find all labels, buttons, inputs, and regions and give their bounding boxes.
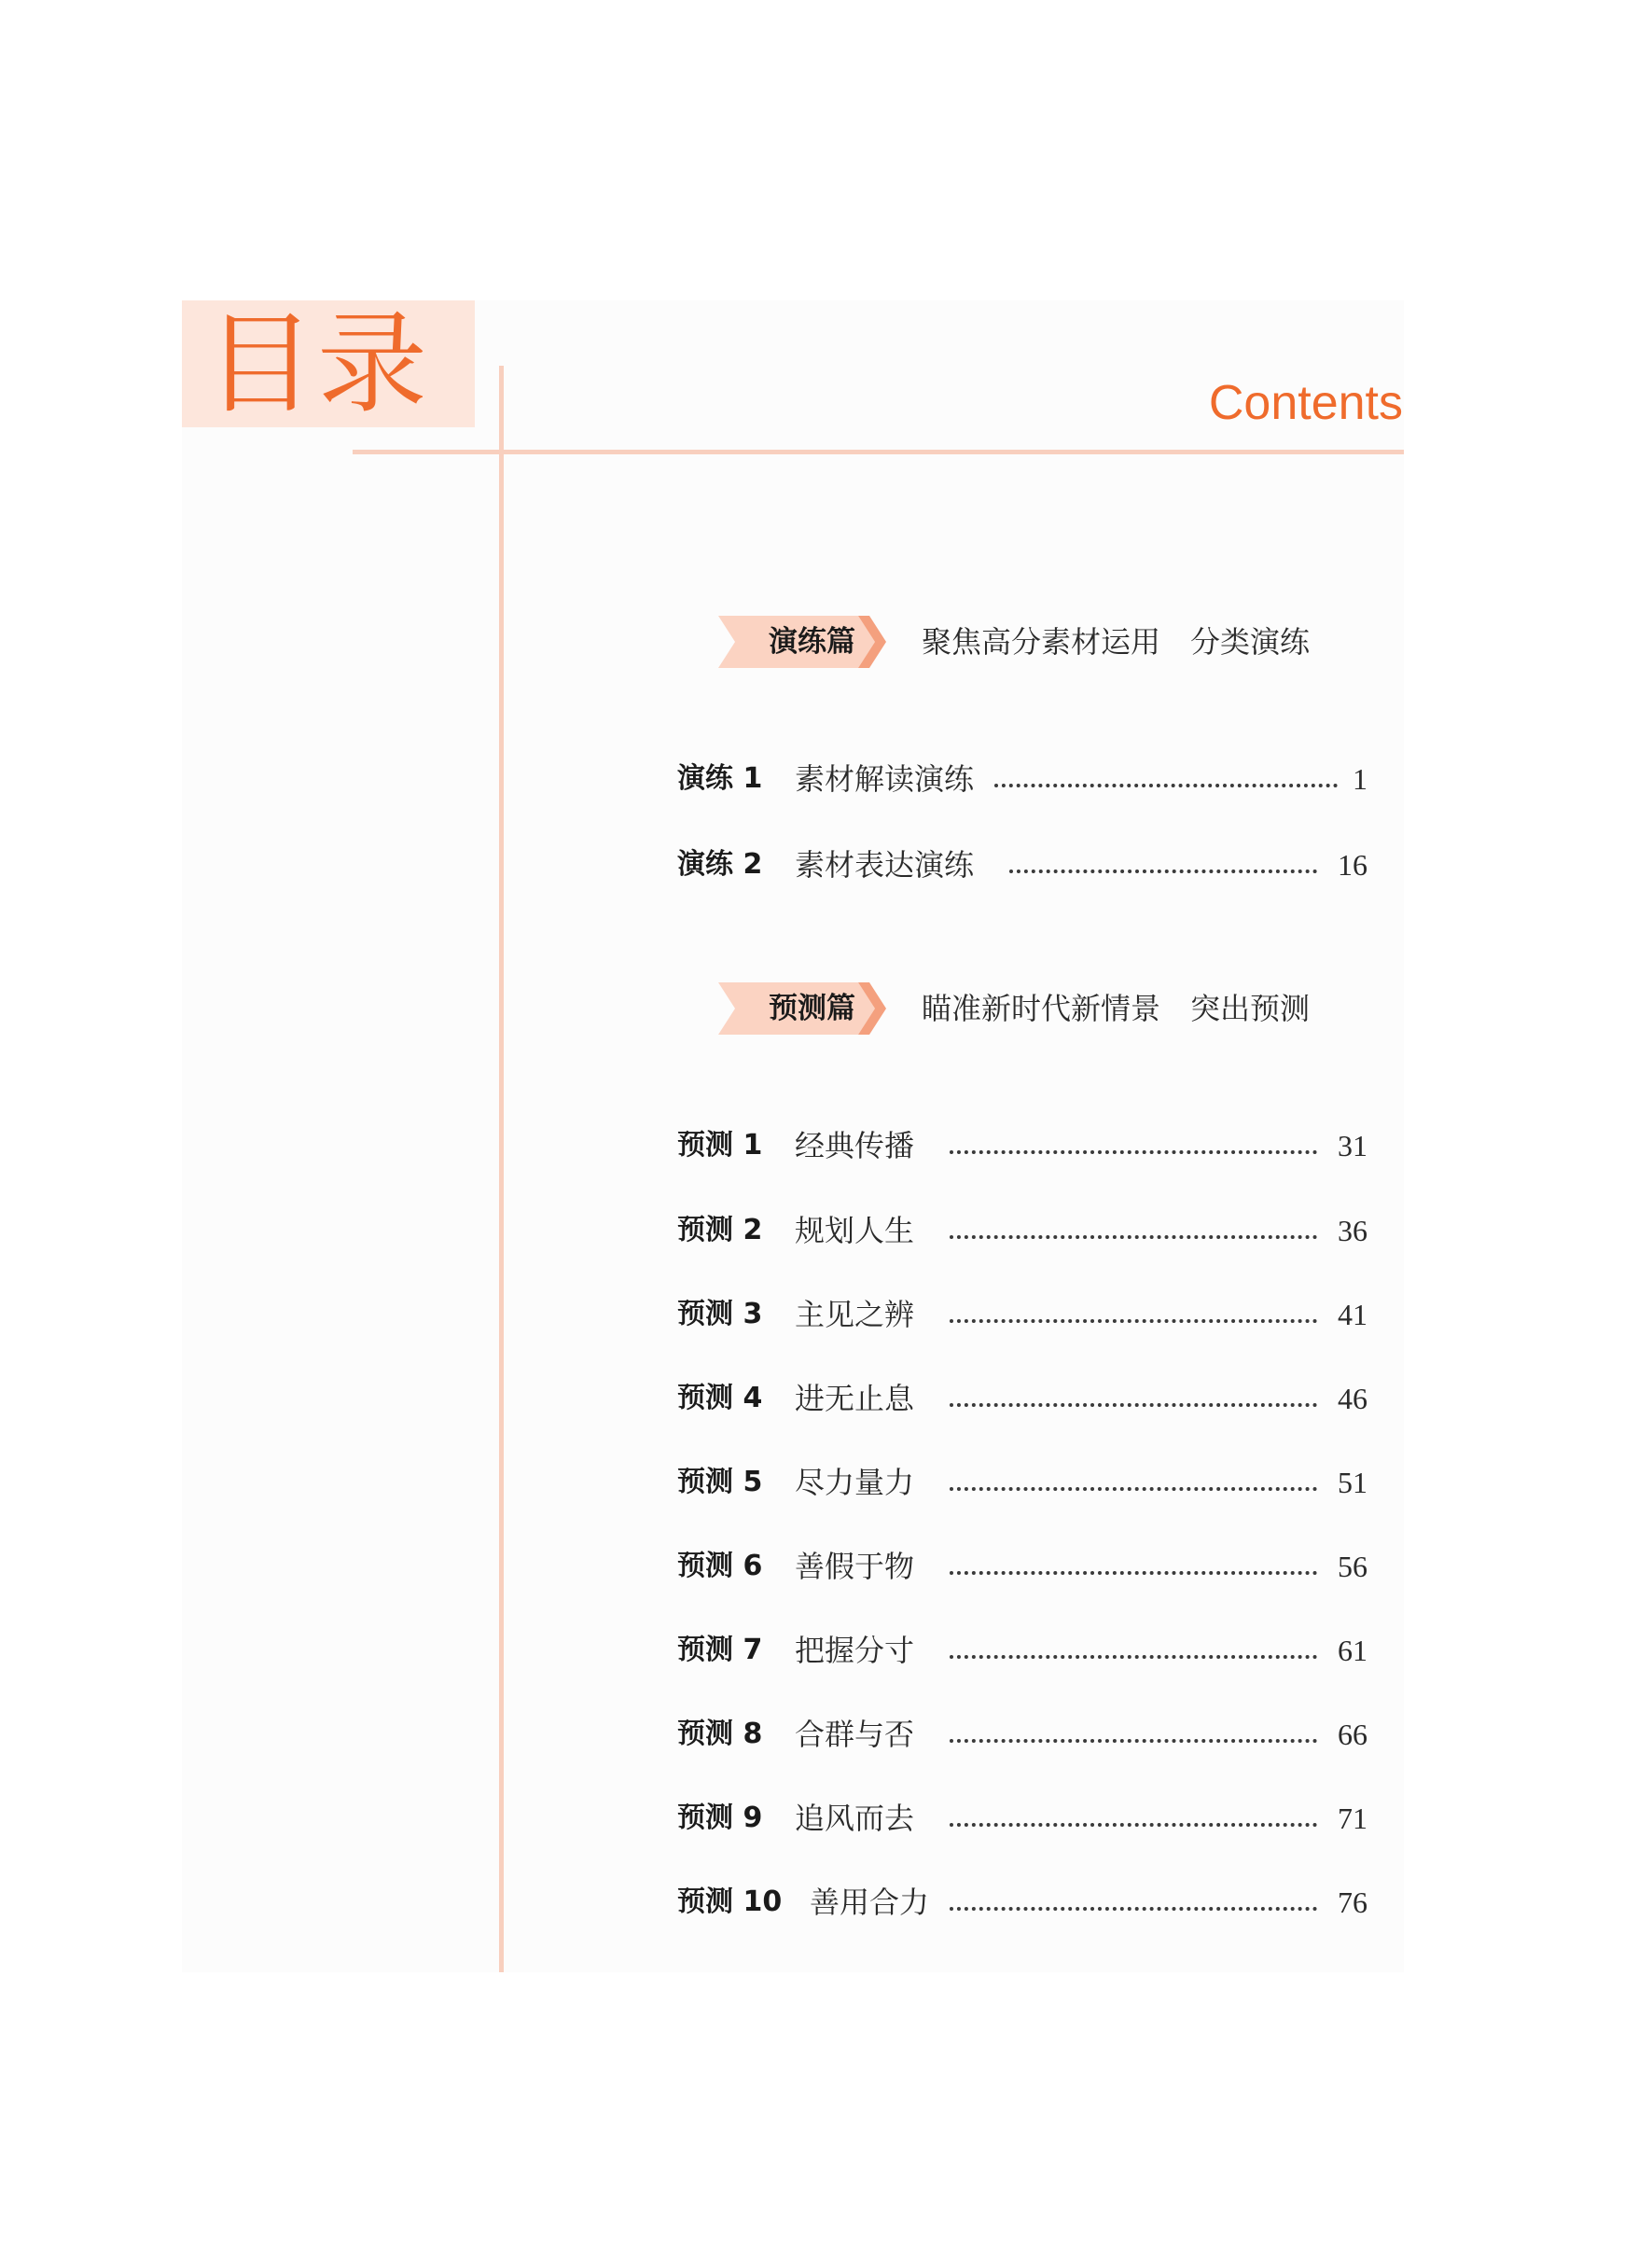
section-description: 聚焦高分素材运用 分类演练 bbox=[922, 624, 1311, 660]
section-practice bbox=[718, 616, 1409, 672]
toc-entry-title: 合群与否 bbox=[795, 1717, 915, 1752]
dot-leader bbox=[950, 1319, 1317, 1323]
toc-entry-label: 预测 2 bbox=[677, 1214, 763, 1246]
section-badge-label: 演练篇 bbox=[769, 625, 855, 659]
vertical-divider bbox=[499, 366, 504, 1972]
toc-entry[interactable] bbox=[677, 1711, 1367, 1758]
toc-entry-label: 预测 7 bbox=[677, 1634, 763, 1666]
toc-entry-page: 76 bbox=[1338, 1885, 1367, 1919]
toc-entry[interactable] bbox=[677, 1291, 1367, 1338]
toc-entry-title: 规划人生 bbox=[795, 1213, 915, 1248]
toc-entry-title: 善用合力 bbox=[810, 1885, 930, 1920]
toc-entry[interactable] bbox=[677, 1627, 1367, 1674]
toc-entry-title: 尽力量力 bbox=[795, 1465, 915, 1500]
toc-entry-label: 预测 1 bbox=[677, 1129, 763, 1162]
dot-leader bbox=[950, 1823, 1317, 1827]
dot-leader bbox=[994, 784, 1338, 787]
toc-entry-page: 56 bbox=[1338, 1550, 1367, 1583]
toc-entry-title: 追风而去 bbox=[795, 1801, 915, 1836]
page-title-english: Contents bbox=[1208, 376, 1403, 430]
toc-entry-page: 71 bbox=[1338, 1802, 1367, 1835]
dot-leader bbox=[950, 1571, 1317, 1575]
dot-leader bbox=[950, 1235, 1317, 1239]
toc-entry-title: 素材表达演练 bbox=[795, 847, 975, 883]
toc-entry-page: 16 bbox=[1338, 848, 1367, 882]
toc-entry-page: 51 bbox=[1338, 1466, 1367, 1499]
toc-entry-title: 素材解读演练 bbox=[795, 761, 975, 797]
toc-entry[interactable] bbox=[677, 1543, 1367, 1590]
toc-entry[interactable] bbox=[677, 1122, 1367, 1169]
toc-entry-label: 预测 8 bbox=[677, 1718, 763, 1750]
dot-leader bbox=[950, 1739, 1317, 1743]
section-description: 瞄准新时代新情景 突出预测 bbox=[922, 991, 1311, 1026]
section-badge bbox=[718, 982, 888, 1035]
dot-leader bbox=[950, 1403, 1317, 1407]
toc-entry-page: 61 bbox=[1338, 1634, 1367, 1667]
section-badge bbox=[718, 616, 888, 668]
toc-entry-page: 66 bbox=[1338, 1718, 1367, 1751]
toc-entry[interactable] bbox=[677, 1879, 1367, 1926]
toc-entry-title: 经典传播 bbox=[795, 1128, 915, 1163]
page-title: 目录 bbox=[205, 299, 430, 428]
toc-entry-label: 预测 3 bbox=[677, 1298, 763, 1330]
toc-entry-page: 41 bbox=[1338, 1298, 1367, 1331]
toc-entry-page: 36 bbox=[1338, 1214, 1367, 1247]
horizontal-divider bbox=[353, 450, 1404, 454]
toc-entry-label: 演练 1 bbox=[677, 762, 763, 795]
toc-entry-page: 46 bbox=[1338, 1382, 1367, 1415]
toc-entry-label: 预测 10 bbox=[677, 1885, 783, 1918]
toc-entry-label: 预测 6 bbox=[677, 1550, 763, 1582]
toc-entry[interactable] bbox=[677, 756, 1367, 802]
toc-entry[interactable] bbox=[677, 1459, 1367, 1506]
toc-entry[interactable] bbox=[677, 1375, 1367, 1422]
toc-entry-label: 预测 4 bbox=[677, 1382, 763, 1414]
toc-entry-title: 善假于物 bbox=[795, 1549, 915, 1584]
toc-entry-title: 主见之辨 bbox=[795, 1297, 915, 1332]
toc-entry-page: 31 bbox=[1338, 1129, 1367, 1162]
toc-entry[interactable] bbox=[677, 1795, 1367, 1842]
toc-entry-title: 进无止息 bbox=[795, 1381, 915, 1416]
toc-entry[interactable] bbox=[677, 842, 1367, 888]
section-badge-label: 预测篇 bbox=[769, 992, 855, 1025]
dot-leader bbox=[950, 1655, 1317, 1659]
toc-entry-label: 预测 5 bbox=[677, 1466, 763, 1498]
toc-entry[interactable] bbox=[677, 1207, 1367, 1254]
dot-leader bbox=[1009, 870, 1317, 873]
toc-entry-label: 预测 9 bbox=[677, 1802, 763, 1834]
toc-entry-label: 演练 2 bbox=[677, 848, 763, 881]
toc-entry-page: 1 bbox=[1353, 762, 1367, 796]
dot-leader bbox=[950, 1150, 1317, 1154]
dot-leader bbox=[950, 1907, 1317, 1911]
section-forecast bbox=[718, 982, 1409, 1038]
toc-entry-title: 把握分寸 bbox=[795, 1633, 915, 1668]
dot-leader bbox=[950, 1487, 1317, 1491]
